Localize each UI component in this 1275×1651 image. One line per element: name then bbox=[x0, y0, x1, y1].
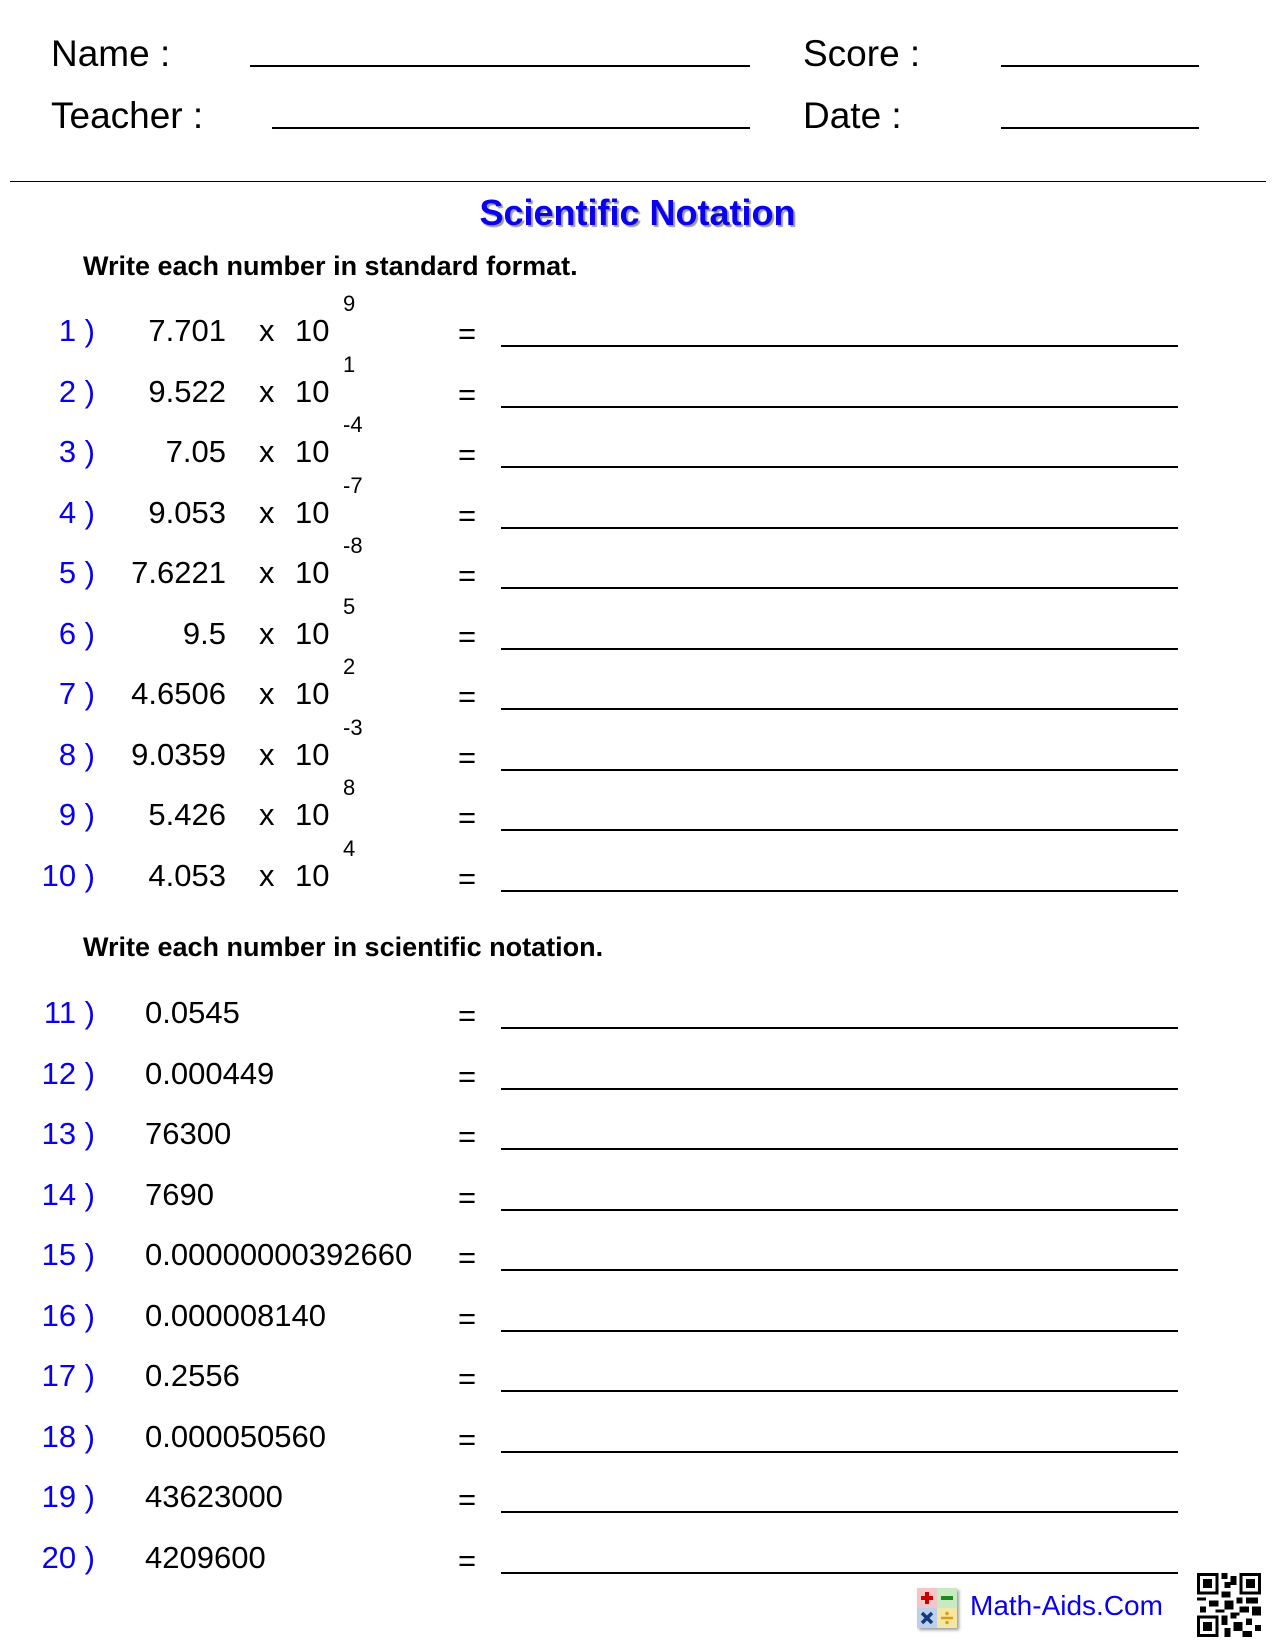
equals-sign: = bbox=[458, 679, 477, 714]
times-sign: x bbox=[259, 313, 275, 348]
base: 10 bbox=[295, 494, 330, 530]
base: 10 bbox=[295, 676, 330, 711]
exponent: -3 bbox=[343, 714, 363, 740]
answer-field[interactable] bbox=[501, 890, 1178, 892]
mantissa: 9.5 bbox=[182, 615, 226, 651]
problem-number: 7 ) bbox=[58, 676, 95, 711]
number-value: 4209600 bbox=[145, 1539, 266, 1575]
mantissa: 4.6506 bbox=[131, 676, 226, 711]
date-field[interactable] bbox=[1001, 127, 1199, 129]
base: 10 bbox=[295, 857, 330, 893]
exponent: 2 bbox=[343, 654, 356, 679]
equals-sign: = bbox=[458, 800, 477, 835]
problem-number: 20 ) bbox=[41, 1539, 95, 1575]
times-sign: x bbox=[259, 857, 275, 893]
answer-field[interactable] bbox=[501, 1572, 1178, 1574]
answer-field[interactable] bbox=[501, 648, 1178, 650]
score-label: Score : bbox=[803, 33, 921, 74]
problem-number: 2 ) bbox=[58, 373, 95, 409]
mantissa: 4.053 bbox=[148, 857, 226, 893]
exponent: 5 bbox=[343, 593, 356, 619]
answer-field[interactable] bbox=[501, 769, 1178, 771]
problem-number: 17 ) bbox=[41, 1358, 95, 1393]
mantissa: 9.0359 bbox=[131, 736, 226, 772]
equals-sign: = bbox=[458, 1179, 477, 1215]
number-value: 0.000008140 bbox=[145, 1297, 327, 1333]
answer-field[interactable] bbox=[501, 466, 1178, 468]
problem-number: 12 ) bbox=[41, 1055, 95, 1091]
section2-instruction: Write each number in scientific notation. bbox=[83, 932, 604, 962]
base: 10 bbox=[295, 373, 330, 409]
date-label: Date : bbox=[803, 95, 902, 136]
equals-sign: = bbox=[458, 316, 477, 351]
equals-sign: = bbox=[458, 376, 477, 412]
teacher-label: Teacher : bbox=[51, 95, 204, 136]
equals-sign: = bbox=[458, 1482, 477, 1517]
equals-sign: = bbox=[458, 1300, 477, 1336]
problem-number: 5 ) bbox=[58, 555, 95, 590]
equals-sign: = bbox=[458, 998, 477, 1033]
header-divider bbox=[10, 181, 1266, 182]
teacher-field[interactable] bbox=[272, 127, 750, 129]
number-value: 0.0545 bbox=[145, 995, 240, 1030]
name-label: Name : bbox=[51, 33, 171, 74]
times-sign: x bbox=[259, 494, 275, 530]
page-title: Scientific Notation bbox=[479, 192, 796, 233]
exponent: 4 bbox=[343, 835, 356, 861]
problem-number: 10 ) bbox=[41, 857, 95, 893]
exponent: 8 bbox=[343, 775, 356, 800]
equals-sign: = bbox=[458, 860, 477, 896]
exponent: -8 bbox=[343, 533, 363, 558]
base: 10 bbox=[295, 313, 330, 348]
problem-number: 13 ) bbox=[41, 1116, 95, 1151]
answer-field[interactable] bbox=[501, 1390, 1178, 1392]
number-value: 43623000 bbox=[145, 1479, 283, 1514]
equals-sign: = bbox=[458, 558, 477, 593]
times-sign: x bbox=[259, 615, 275, 651]
equals-sign: = bbox=[458, 618, 477, 654]
equals-sign: = bbox=[458, 437, 477, 472]
times-sign: x bbox=[259, 676, 275, 711]
times-sign: x bbox=[259, 797, 275, 832]
mantissa: 7.701 bbox=[148, 313, 226, 348]
times-sign: x bbox=[259, 434, 275, 469]
number-value: 0.00000000392660 bbox=[145, 1237, 413, 1272]
answer-field[interactable] bbox=[501, 345, 1178, 347]
answer-field[interactable] bbox=[501, 1148, 1178, 1150]
answer-field[interactable] bbox=[501, 708, 1178, 710]
times-sign: x bbox=[259, 736, 275, 772]
problem-number: 11 ) bbox=[43, 995, 95, 1030]
exponent: -4 bbox=[343, 412, 363, 437]
number-value: 76300 bbox=[145, 1116, 232, 1151]
number-value: 0.2556 bbox=[145, 1358, 240, 1393]
answer-field[interactable] bbox=[501, 406, 1178, 408]
exponent: -7 bbox=[343, 472, 363, 498]
mantissa: 7.6221 bbox=[131, 555, 226, 590]
base: 10 bbox=[295, 434, 330, 469]
equals-sign: = bbox=[458, 1421, 477, 1457]
number-value: 7690 bbox=[145, 1176, 214, 1212]
equals-sign: = bbox=[458, 1058, 477, 1094]
answer-field[interactable] bbox=[501, 1027, 1178, 1029]
answer-field[interactable] bbox=[501, 1511, 1178, 1513]
problem-number: 3 ) bbox=[58, 434, 95, 469]
equals-sign: = bbox=[458, 1240, 477, 1275]
problem-number: 15 ) bbox=[41, 1237, 95, 1272]
problem-number: 8 ) bbox=[58, 736, 95, 772]
answer-field[interactable] bbox=[501, 1209, 1178, 1211]
times-sign: x bbox=[259, 373, 275, 409]
problem-number: 9 ) bbox=[58, 797, 95, 832]
answer-field[interactable] bbox=[501, 527, 1178, 529]
score-field[interactable] bbox=[1001, 65, 1199, 67]
qr-code-icon bbox=[1197, 1573, 1261, 1637]
answer-field[interactable] bbox=[501, 1451, 1178, 1453]
base: 10 bbox=[295, 736, 330, 772]
equals-sign: = bbox=[458, 1542, 477, 1578]
mantissa: 7.05 bbox=[165, 434, 226, 469]
base: 10 bbox=[295, 797, 330, 832]
base: 10 bbox=[295, 555, 330, 590]
math-operators-icon bbox=[917, 1588, 957, 1628]
mantissa: 5.426 bbox=[148, 797, 226, 832]
problem-number: 19 ) bbox=[41, 1479, 95, 1514]
number-value: 0.000050560 bbox=[145, 1418, 327, 1454]
base: 10 bbox=[295, 615, 330, 651]
problem-number: 4 ) bbox=[58, 494, 95, 530]
problem-number: 6 ) bbox=[58, 615, 95, 651]
equals-sign: = bbox=[458, 1361, 477, 1396]
equals-sign: = bbox=[458, 497, 477, 533]
equals-sign: = bbox=[458, 739, 477, 775]
exponent: 1 bbox=[343, 351, 356, 377]
equals-sign: = bbox=[458, 1119, 477, 1154]
answer-field[interactable] bbox=[501, 1269, 1178, 1271]
section1-instruction: Write each number in standard format. bbox=[83, 251, 578, 281]
mantissa: 9.522 bbox=[148, 373, 226, 409]
brand-link[interactable]: Math-Aids.Com bbox=[970, 1590, 1163, 1621]
problem-number: 18 ) bbox=[41, 1418, 95, 1454]
name-field[interactable] bbox=[250, 65, 750, 67]
number-value: 0.000449 bbox=[145, 1055, 275, 1091]
times-sign: x bbox=[259, 555, 275, 590]
answer-field[interactable] bbox=[501, 1088, 1178, 1090]
answer-field[interactable] bbox=[501, 1330, 1178, 1332]
answer-field[interactable] bbox=[501, 829, 1178, 831]
problem-number: 1 ) bbox=[58, 313, 95, 348]
answer-field[interactable] bbox=[501, 587, 1178, 589]
mantissa: 9.053 bbox=[148, 494, 226, 530]
problem-number: 14 ) bbox=[41, 1176, 95, 1212]
problem-number: 16 ) bbox=[41, 1297, 95, 1333]
exponent: 9 bbox=[343, 291, 356, 316]
